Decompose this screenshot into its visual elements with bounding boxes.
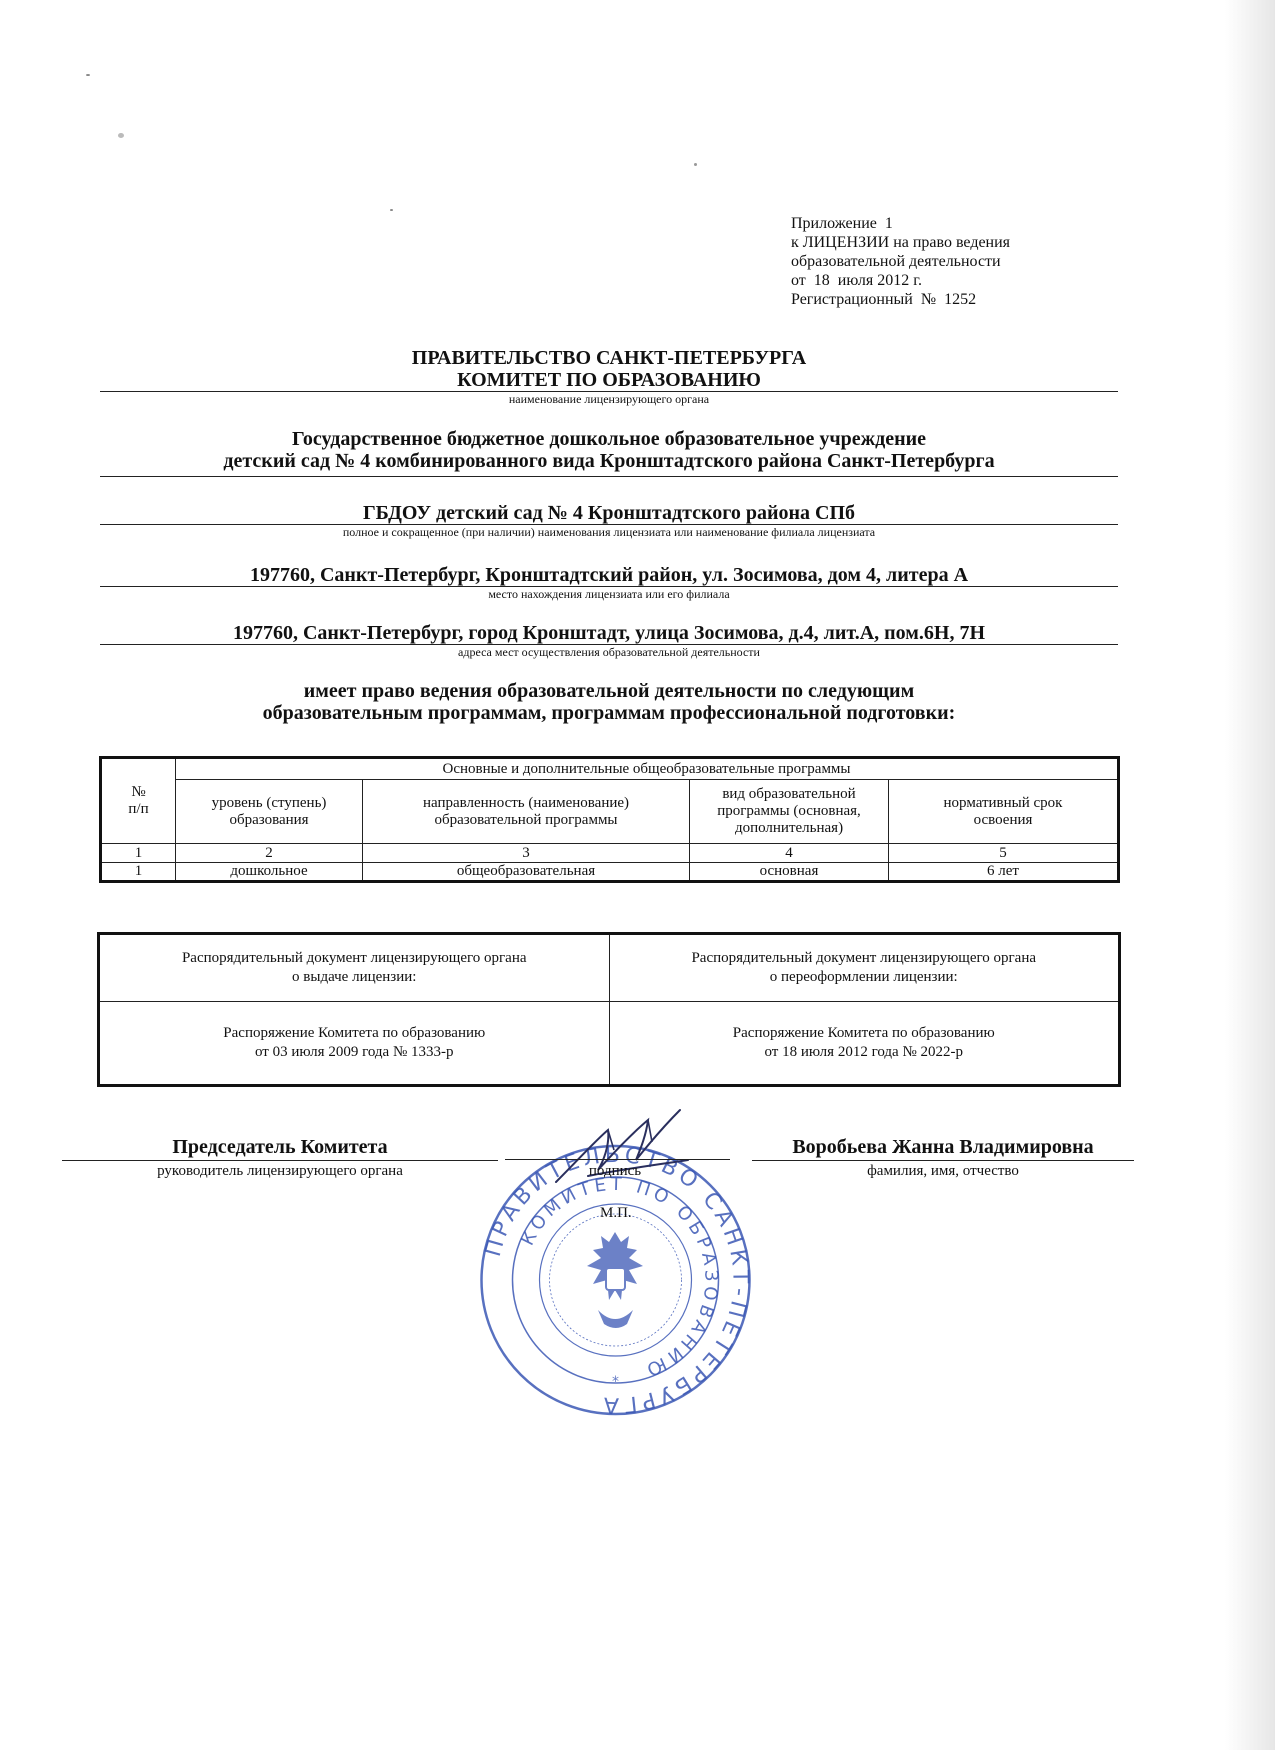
signature-caption: подпись xyxy=(588,1163,642,1179)
licensee-caption: полное и сокращенное (при наличии) наименования лицензиата или наименование филиала лицензиата xyxy=(342,525,876,539)
col-header-level: уровень (ступень) образования xyxy=(176,780,363,844)
index-cell: 3 xyxy=(363,844,690,863)
right-statement xyxy=(100,680,1118,724)
index-cell: 1 xyxy=(101,844,176,863)
activity-address-value: 197760, Санкт-Петербург, город Кронштадт, улица Зосимова, д.4, лит.А, пом.6Н, 7Н xyxy=(100,622,1118,645)
index-cell: 4 xyxy=(690,844,889,863)
scan-edge-shadow xyxy=(1225,0,1275,1750)
col-header-type: вид образовательной программы (основная, дополнительная) xyxy=(690,780,889,844)
row-level: дошкольное xyxy=(176,863,363,882)
reissue-order-header: Распорядительный документ лицензирующего органа о переоформлении лицензии: xyxy=(609,934,1120,1002)
appendix-reference xyxy=(791,214,1091,309)
licensing-authority xyxy=(100,347,1118,406)
col-header-direction: направленность (наименование) образовательной программы xyxy=(363,780,690,844)
signatory-name: Воробьева Жанна Владимировна xyxy=(752,1136,1134,1161)
authority-line: ПРАВИТЕЛЬСТВО САНКТ-ПЕТЕРБУРГА xyxy=(411,347,807,369)
signatory-name-caption: фамилия, имя, отчество xyxy=(867,1163,1019,1179)
col-header-term: нормативный срок освоения xyxy=(889,780,1119,844)
table-row xyxy=(101,863,1119,882)
licensee-short: ГБДОУ детский сад № 4 Кронштадтского района СПб xyxy=(100,502,1118,525)
seal-outer-text: ПРАВИТЕЛЬСТВО САНКТ-ПЕТЕРБУРГА xyxy=(480,1142,753,1418)
registration-number: Регистрационный № 1252 xyxy=(791,291,977,308)
scan-speck xyxy=(390,209,393,211)
row-direction: общеобразовательная xyxy=(363,863,690,882)
right-statement-line: образовательным программам, программам профессиональной подготовки: xyxy=(262,702,956,724)
licensee-line: Государственное бюджетное дошкольное образовательное учреждение xyxy=(291,428,927,450)
appendix-line: к ЛИЦЕНЗИИ на право ведения xyxy=(791,234,1011,251)
activity-address-caption: адреса мест осуществления образовательной деятельности xyxy=(458,645,760,659)
scan-speck xyxy=(86,74,90,76)
stamp-place-label: М.П. xyxy=(600,1205,632,1221)
index-cell: 5 xyxy=(889,844,1119,863)
svg-text:*: * xyxy=(612,1374,619,1390)
signatory-role: Председатель Комитета xyxy=(62,1136,498,1161)
scan-speck xyxy=(694,163,697,166)
row-term: 6 лет xyxy=(889,863,1119,882)
seal-inner-text: КОМИТЕТ ПО ОБРАЗОВАНИЮ xyxy=(517,1173,722,1382)
appendix-line: Приложение 1 xyxy=(791,215,893,232)
programs-table xyxy=(99,756,1120,883)
licensee-line: детский сад № 4 комбинированного вида Кронштадтского района Санкт-Петербурга xyxy=(100,450,1118,477)
licensee-full-name xyxy=(100,428,1118,477)
location-address: 197760, Санкт-Петербург, Кронштадтский район, ул. Зосимова, дом 4, литера А xyxy=(100,564,1118,587)
scan-speck xyxy=(118,133,124,138)
handwritten-signature xyxy=(548,1100,698,1195)
coat-of-arms-icon xyxy=(587,1232,643,1328)
authority-caption: наименование лицензирующего органа xyxy=(508,392,710,406)
issue-order-value: Распоряжение Комитета по образованию от 03 июля 2009 года № 1333-р xyxy=(99,1002,610,1086)
appendix-line: образовательной деятельности xyxy=(791,253,1001,270)
orders-table xyxy=(97,932,1121,1087)
right-statement-line: имеет право ведения образовательной деятельности по следующим xyxy=(303,680,915,702)
activity-address xyxy=(100,622,1118,659)
signatory-role-caption: руководитель лицензирующего органа xyxy=(157,1163,403,1179)
row-num: 1 xyxy=(101,863,176,882)
index-cell: 2 xyxy=(176,844,363,863)
location-caption: место нахождения лицензиата или его филиала xyxy=(488,587,730,601)
signature-line xyxy=(505,1159,730,1160)
group-header: Основные и дополнительные общеобразовательные программы xyxy=(176,758,1119,780)
authority-line: КОМИТЕТ ПО ОБРАЗОВАНИЮ xyxy=(100,369,1118,392)
licensee-short-name xyxy=(100,502,1118,539)
reissue-order-value: Распоряжение Комитета по образованию от 18 июля 2012 года № 2022-р xyxy=(609,1002,1120,1086)
issue-order-header: Распорядительный документ лицензирующего органа о выдаче лицензии: xyxy=(99,934,610,1002)
index-row xyxy=(101,844,1119,863)
num-header: № п/п xyxy=(101,758,176,844)
row-type: основная xyxy=(690,863,889,882)
appendix-line: от 18 июля 2012 г. xyxy=(791,272,922,289)
licensee-location xyxy=(100,564,1118,601)
